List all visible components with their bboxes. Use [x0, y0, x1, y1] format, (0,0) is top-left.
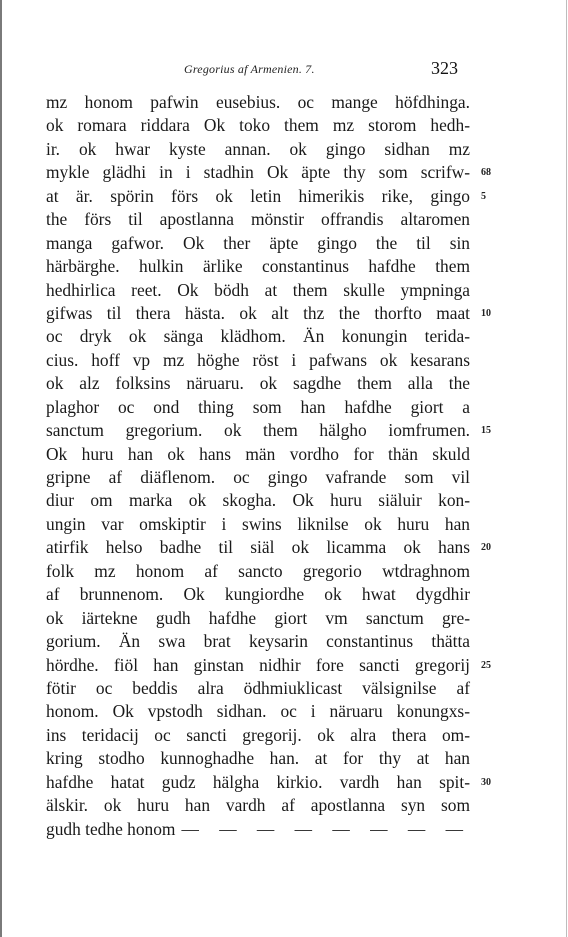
text-line: atirfik helso badhe til siäl ok licamma ok hans 20	[46, 536, 470, 559]
text-line: fötir oc beddis alra ödhmiuklicast välsignilse af	[46, 677, 470, 698]
line-number: 5	[481, 190, 486, 202]
text-line: at är. spörin förs ok letin himerikis rike, gingo 5	[46, 185, 470, 208]
text-line: ok romara riddara Ok toko them mz storom hedh-	[46, 115, 470, 136]
closing-dashes: — — — — — — — —	[181, 818, 472, 839]
page-header	[46, 58, 470, 82]
text-line: mykle glädhi in i stadhin Ok äpte thy som scrifw- 68	[46, 161, 470, 184]
line-number: 25	[481, 659, 491, 671]
text-line: ok alz folksins näruaru. ok sagdhe them alla the	[46, 373, 470, 394]
page-left-edge	[0, 0, 2, 937]
text-line: sanctum gregorium. ok them hälgho iomfrumen. 15	[46, 419, 470, 442]
text-line: kring stodho kunnoghadhe han. at for thy at han	[46, 748, 470, 769]
text-line: hedhirlica reet. Ok bödh at them skulle ympninga	[46, 279, 470, 300]
text-line: gripne af diäflenom. oc gingo vafrande som vil	[46, 467, 470, 487]
text-line: gifwas til thera hästa. ok alt thz the thorfto maat 10	[46, 302, 470, 325]
page-right-edge	[566, 0, 567, 937]
text-line: ir. ok hwar kyste annan. ok gingo sidhan mz	[46, 138, 470, 159]
text-line: gudh tedhe honom — — — — — — — —	[46, 818, 472, 839]
text-line: ungin var omskiptir i swins liknilse ok huru han	[46, 513, 470, 534]
text-line: diur om marka ok skogha. Ok huru siäluir kon-	[46, 490, 470, 511]
text-line: the förs til apostlanna mönstir offrandis altaromen	[46, 209, 470, 230]
text-line: mz honom pafwin eusebius. oc mange höfdhinga.	[46, 92, 470, 112]
line-number: 20	[481, 542, 491, 554]
text-line: härbärghe. hulkin ärlike constantinus hafdhe them	[46, 256, 470, 277]
text-line: af brunnenom. Ok kungiordhe ok hwat dygdhir	[46, 584, 470, 605]
text-line: ok iärtekne gudh hafdhe giort vm sanctum gre-	[46, 607, 470, 628]
text-line: oc dryk ok sänga klädhom. Än konungin terida-	[46, 326, 470, 347]
line-number: 30	[481, 776, 491, 788]
text-line: hafdhe hatat gudz hälgha kirkio. vardh han spit- 30	[46, 771, 470, 794]
text-line: honom. Ok vpstodh sidhan. oc i näruaru konungxs-	[46, 701, 470, 722]
line-number: 10	[481, 307, 491, 319]
line-number: 15	[481, 425, 491, 437]
text-line: plaghor oc ond thing som han hafdhe giort a	[46, 396, 470, 417]
text-line: hördhe. fiöl han ginstan nidhir fore sancti gregorij 25	[46, 654, 470, 677]
line-number: 68	[481, 167, 491, 179]
text-line: cius. hoff vp mz höghe röst i pafwans ok kesarans	[46, 349, 470, 370]
text-line: Ok huru han ok hans män vordho for thän skuld	[46, 443, 470, 464]
text-line: manga gafwor. Ok ther äpte gingo the til sin	[46, 232, 470, 253]
text-line: ins teridacij oc sancti gregorij. ok alra thera om-	[46, 724, 470, 745]
page-number: 323	[431, 58, 458, 78]
text-line: folk mz honom af sancto gregorio wtdraghnom	[46, 560, 470, 581]
text-line: gorium. Än swa brat keysarin constantinus thätta	[46, 631, 470, 652]
text-line: älskir. ok huru han vardh af apostlanna syn som	[46, 795, 470, 816]
body-text	[46, 91, 491, 841]
running-title: Gregorius af Armenien. 7.	[184, 62, 315, 76]
